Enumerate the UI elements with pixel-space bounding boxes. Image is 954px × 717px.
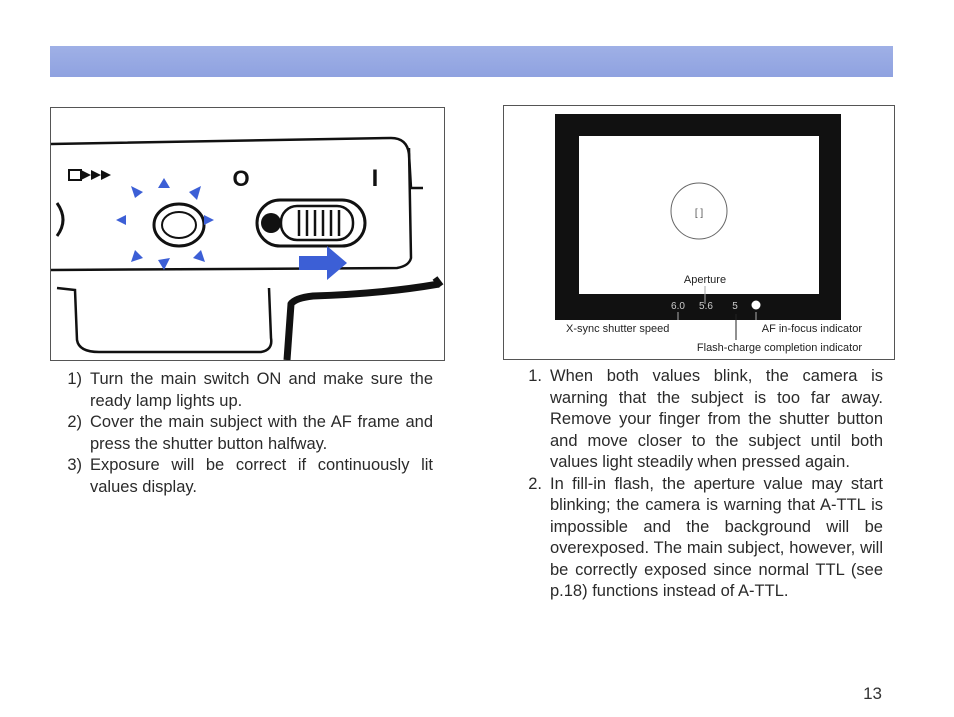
list-item [50,369,433,412]
self-timer-icon [69,170,111,180]
x-sync-label: X-sync shutter speed [566,323,670,335]
camera-switch-drawing [51,108,444,360]
viewfinder-drawing [504,106,894,359]
step-number: 1) [67,370,82,388]
camera-switch-illustration [50,107,445,361]
step-number: 2. [528,474,542,493]
step-text: Exposure will be correct if continuously lit values display. [90,456,433,496]
af-focus-label: AF in-focus indicator [761,323,862,335]
list-item [50,455,433,498]
step-text: When both values blink, the camera is warning that the subject is too far away. Remove your finger from the shutter button and move closer to the subject until both values light steadily when pressed again. [550,367,883,471]
readout-right: 5.6 [699,301,713,312]
main-switch-icon [257,200,365,246]
readout-mark: 5 [732,301,738,312]
ready-lamp-icon [116,178,214,270]
step-text: Cover the main subject with the AF frame and press the shutter button halfway. [90,413,433,453]
step-text: In fill-in flash, the aperture value may start blinking; the camera is warning that A-TTL is impossible and the background will be overexposed. The main subject, however, will be correctly exposed since normal TTL (see p.18) functions instead of A-TTL. [550,474,883,600]
right-steps-list [510,366,883,603]
list-item [50,412,433,455]
page-number: 13 [863,684,882,703]
step-number: 1. [528,367,542,385]
step-number: 2) [67,413,82,431]
header-bar [50,46,893,77]
arrow-right-icon [299,246,347,280]
af-frame-icon: [ ] [694,208,704,219]
flash-charge-label: Flash-charge completion indicator [696,342,862,354]
switch-on-label: I [371,165,379,192]
aperture-label: Aperture [683,274,727,286]
list-item [510,366,883,474]
viewfinder-illustration [503,105,895,360]
switch-off-label: O [232,166,250,191]
step-number: 3) [67,456,82,474]
list-item [510,474,883,603]
left-steps-list [50,369,433,498]
af-focus-dot [752,301,761,310]
step-text: Turn the main switch ON and make sure the ready lamp lights up. [90,370,433,410]
readout-left: 6.0 [671,301,685,312]
